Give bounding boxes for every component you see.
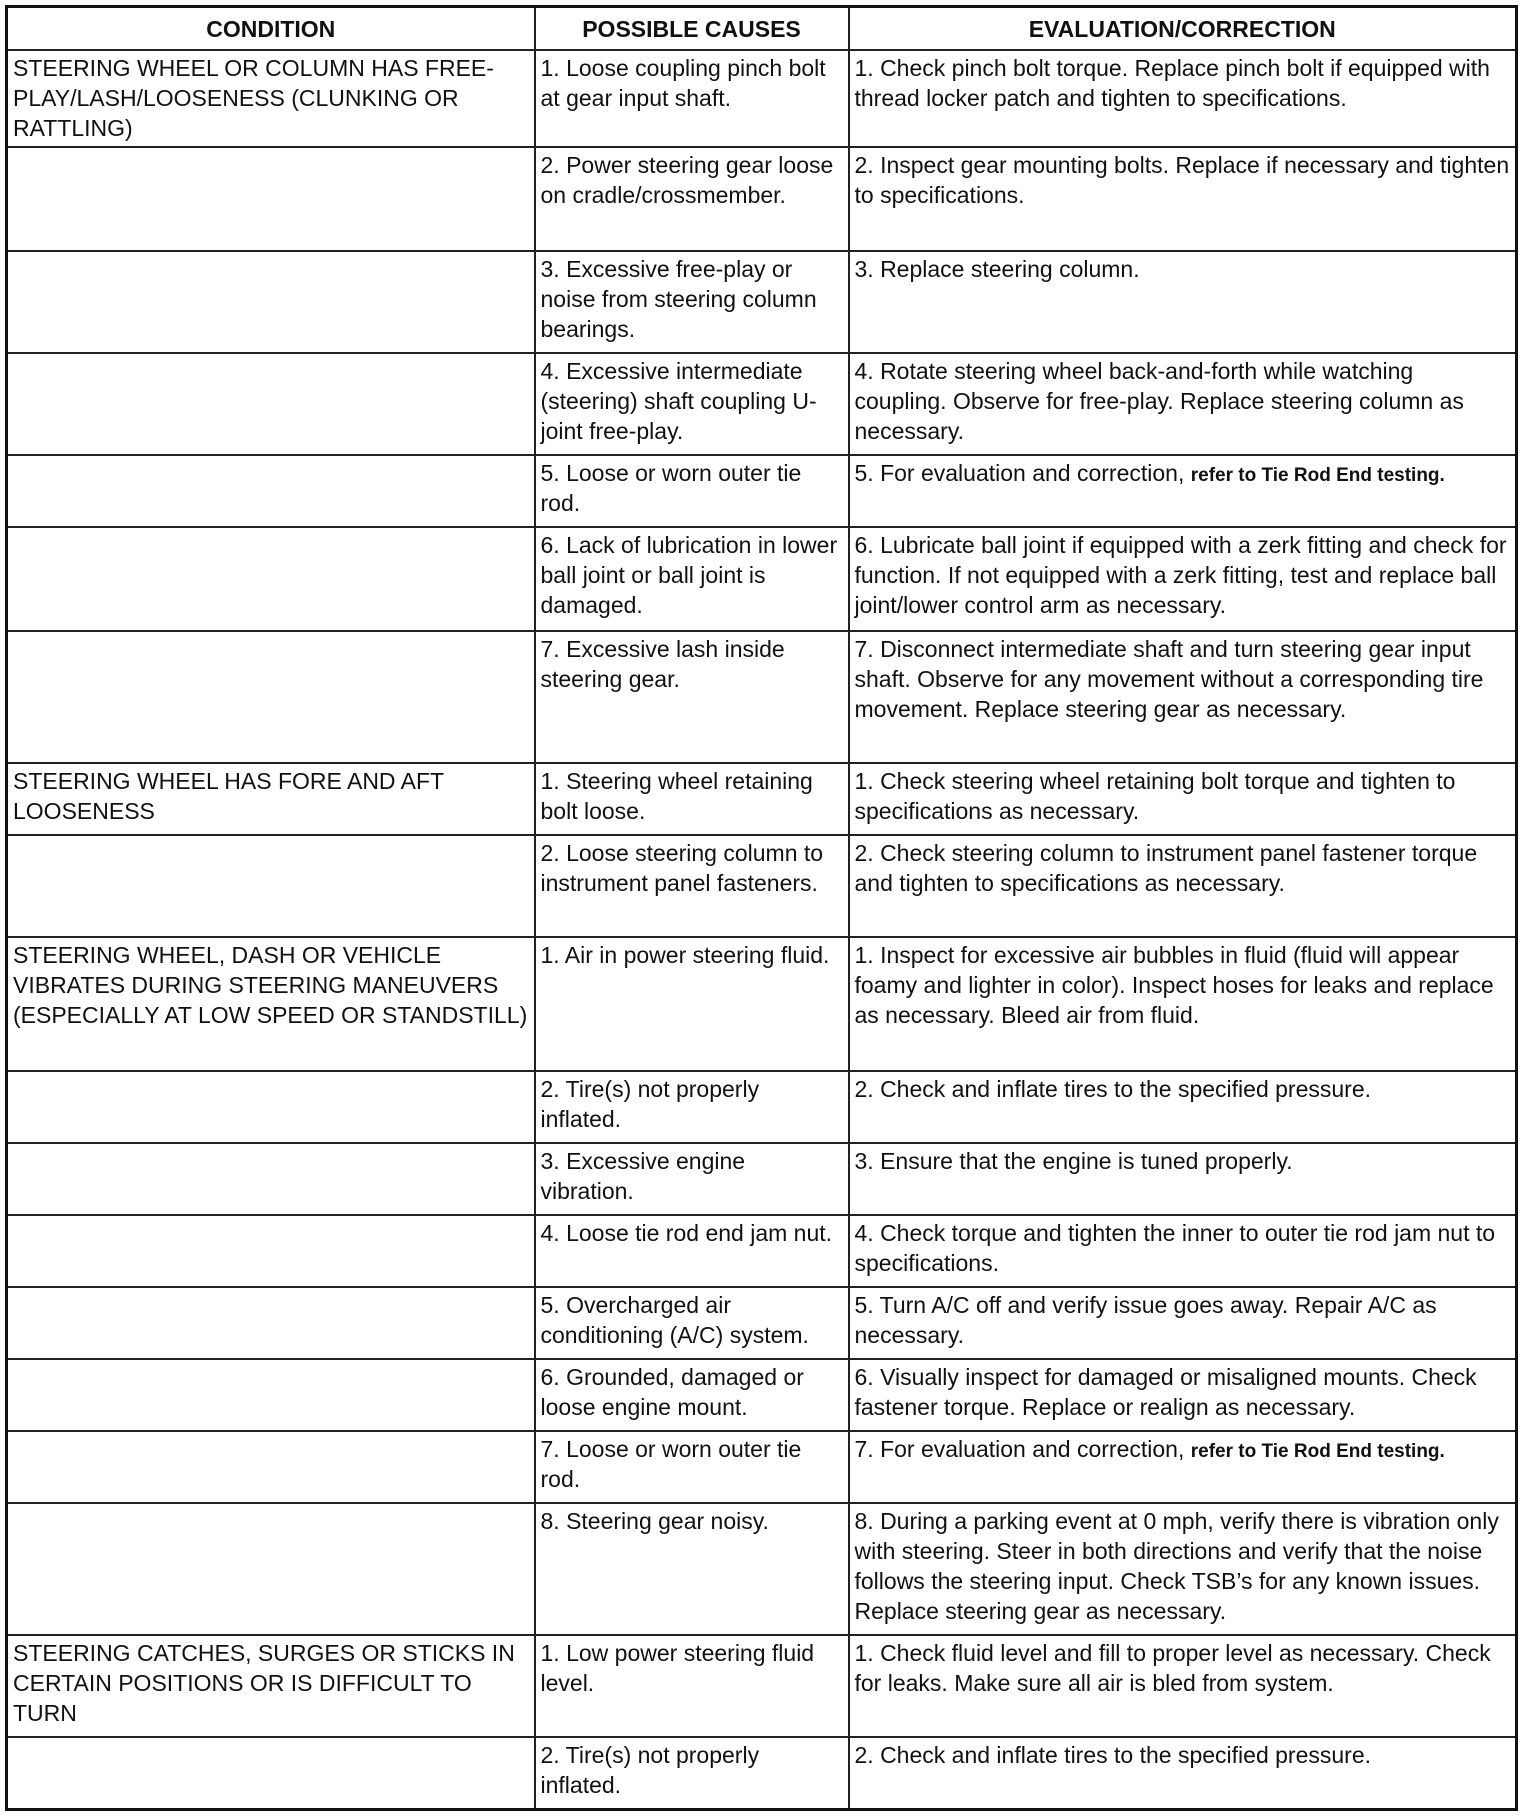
correction-cell: 1. Check fluid level and fill to proper level as necessary. Check for leaks. Make sure all air is bled from system. (849, 1635, 1517, 1737)
correction-cell: 3. Ensure that the engine is tuned properly. (849, 1143, 1517, 1215)
table-row (7, 763, 1517, 835)
correction-cell (849, 1431, 1517, 1503)
correction-cell: 6. Visually inspect for damaged or misaligned mounts. Check fastener torque. Replace or realign as necessary. (849, 1359, 1517, 1431)
cause-cell: 2. Power steering gear loose on cradle/crossmember. (535, 147, 849, 251)
cause-cell: 2. Tire(s) not properly inflated. (535, 1071, 849, 1143)
cause-cell: 1. Steering wheel retaining bolt loose. (535, 763, 849, 835)
cause-cell: 8. Steering gear noisy. (535, 1503, 849, 1635)
table-row (7, 937, 1517, 1071)
condition-cell: STEERING CATCHES, SURGES OR STICKS IN CERTAIN POSITIONS OR IS DIFFICULT TO TURN (7, 1635, 535, 1737)
table-row (7, 1359, 1517, 1431)
cause-cell: 3. Excessive free-play or noise from steering column bearings. (535, 251, 849, 353)
table-row (7, 1071, 1517, 1143)
table-row (7, 251, 1517, 353)
condition-cell (7, 353, 535, 455)
condition-cell (7, 455, 535, 527)
condition-cell (7, 1503, 535, 1635)
condition-cell (7, 1071, 535, 1143)
condition-cell (7, 835, 535, 937)
correction-cell: 7. Disconnect intermediate shaft and turn steering gear input shaft. Observe for any movement without a corresponding tire movement. Replace steering gear as necessary. (849, 631, 1517, 763)
header-condition: CONDITION (7, 7, 535, 51)
condition-cell (7, 1359, 535, 1431)
table-row (7, 835, 1517, 937)
table-row (7, 1215, 1517, 1287)
correction-cell: 4. Check torque and tighten the inner to outer tie rod jam nut to specifications. (849, 1215, 1517, 1287)
condition-cell (7, 147, 535, 251)
condition-cell (7, 1143, 535, 1215)
correction-cell (849, 455, 1517, 527)
cause-cell: 4. Loose tie rod end jam nut. (535, 1215, 849, 1287)
cause-cell: 4. Excessive intermediate (steering) shaft coupling U-joint free-play. (535, 353, 849, 455)
cause-cell: 1. Air in power steering fluid. (535, 937, 849, 1071)
condition-cell (7, 527, 535, 631)
condition-cell: STEERING WHEEL HAS FORE AND AFT LOOSENESS (7, 763, 535, 835)
table-row (7, 353, 1517, 455)
correction-text: 5. For evaluation and correction, (854, 460, 1185, 486)
table-row (7, 147, 1517, 251)
correction-cell: 1. Check steering wheel retaining bolt torque and tighten to specifications as necessary. (849, 763, 1517, 835)
correction-cell: 1. Inspect for excessive air bubbles in fluid (fluid will appear foamy and lighter in color). Inspect hoses for leaks and replace as necessary. Bleed air from fluid. (849, 937, 1517, 1071)
table-row (7, 1287, 1517, 1359)
correction-cell: 2. Inspect gear mounting bolts. Replace if necessary and tighten to specifications. (849, 147, 1517, 251)
correction-text: 7. For evaluation and correction, (854, 1436, 1185, 1462)
table-row (7, 50, 1517, 147)
correction-cell: 1. Check pinch bolt torque. Replace pinch bolt if equipped with thread locker patch and tighten to specifications. (849, 50, 1517, 147)
cause-cell: 3. Excessive engine vibration. (535, 1143, 849, 1215)
header-row (7, 7, 1517, 51)
cause-cell: 5. Overcharged air conditioning (A/C) system. (535, 1287, 849, 1359)
condition-cell (7, 1737, 535, 1809)
condition-cell (7, 251, 535, 353)
condition-cell (7, 1215, 535, 1287)
cause-cell: 6. Grounded, damaged or loose engine mount. (535, 1359, 849, 1431)
cause-cell: 1. Loose coupling pinch bolt at gear input shaft. (535, 50, 849, 147)
diagnosis-table (5, 5, 1518, 1811)
correction-cell: 5. Turn A/C off and verify issue goes away. Repair A/C as necessary. (849, 1287, 1517, 1359)
table-row (7, 1635, 1517, 1737)
cause-cell: 7. Loose or worn outer tie rod. (535, 1431, 849, 1503)
table-row (7, 631, 1517, 763)
cause-cell: 1. Low power steering fluid level. (535, 1635, 849, 1737)
tie-rod-reference: refer to Tie Rod End testing. (1190, 1441, 1445, 1462)
correction-cell: 2. Check steering column to instrument panel fastener torque and tighten to specifications as necessary. (849, 835, 1517, 937)
header-possible-causes: POSSIBLE CAUSES (535, 7, 849, 51)
cause-cell: 7. Excessive lash inside steering gear. (535, 631, 849, 763)
tie-rod-reference: refer to Tie Rod End testing. (1190, 465, 1445, 486)
table-row (7, 527, 1517, 631)
correction-cell: 3. Replace steering column. (849, 251, 1517, 353)
correction-cell: 2. Check and inflate tires to the specified pressure. (849, 1071, 1517, 1143)
condition-cell: STEERING WHEEL OR COLUMN HAS FREE-PLAY/LASH/LOOSENESS (CLUNKING OR RATTLING) (7, 50, 535, 147)
condition-cell (7, 631, 535, 763)
cause-cell: 6. Lack of lubrication in lower ball joint or ball joint is damaged. (535, 527, 849, 631)
cause-cell: 5. Loose or worn outer tie rod. (535, 455, 849, 527)
correction-cell: 6. Lubricate ball joint if equipped with a zerk fitting and check for function. If not equipped with a zerk fitting, test and replace ball joint/lower control arm as necessary. (849, 527, 1517, 631)
correction-cell: 8. During a parking event at 0 mph, verify there is vibration only with steering. Steer in both directions and verify that the noise follows the steering input. Check TSB’s for any known issues. Replace steering gear as necessary. (849, 1503, 1517, 1635)
table-row (7, 1431, 1517, 1503)
table-row (7, 455, 1517, 527)
condition-cell: STEERING WHEEL, DASH OR VEHICLE VIBRATES DURING STEERING MANEUVERS (ESPECIALLY AT LOW SPEED OR STANDSTILL) (7, 937, 535, 1071)
header-evaluation-correction: EVALUATION/CORRECTION (849, 7, 1517, 51)
table-row (7, 1737, 1517, 1809)
table-row (7, 1143, 1517, 1215)
correction-cell: 4. Rotate steering wheel back-and-forth while watching coupling. Observe for free-play. Replace steering column as necessary. (849, 353, 1517, 455)
correction-cell: 2. Check and inflate tires to the specified pressure. (849, 1737, 1517, 1809)
cause-cell: 2. Loose steering column to instrument panel fasteners. (535, 835, 849, 937)
table-row (7, 1503, 1517, 1635)
condition-cell (7, 1287, 535, 1359)
condition-cell (7, 1431, 535, 1503)
cause-cell: 2. Tire(s) not properly inflated. (535, 1737, 849, 1809)
